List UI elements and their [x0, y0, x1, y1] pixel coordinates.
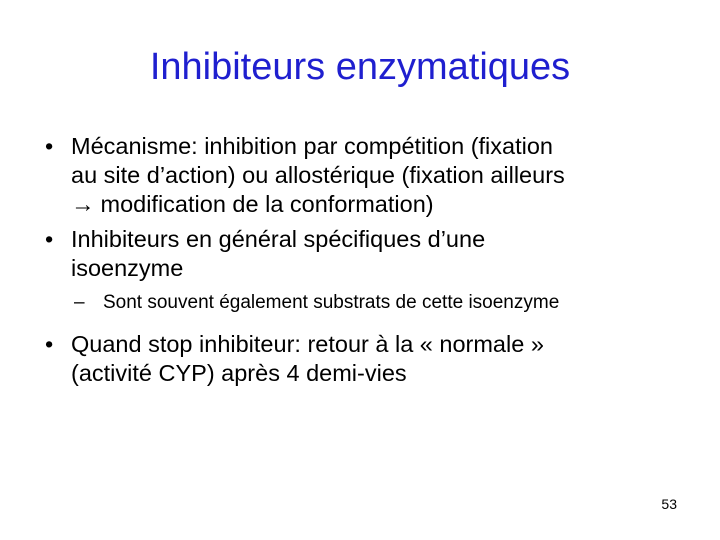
bullet-text-fragment: modification de la conformation) [100, 191, 434, 217]
sub-bullet-text: Sont souvent également substrats de cette isoenzyme [103, 292, 560, 313]
bullet-recovery [40, 330, 700, 388]
bullet-text-line: au site d’action) ou allostérique (fixation ailleurs [71, 162, 565, 188]
arrow-right-icon: → [71, 191, 95, 217]
bullet-list [40, 132, 700, 394]
slide-title: Inhibiteurs enzymatiques [149, 46, 571, 88]
sub-bullet-substrates [40, 291, 700, 315]
bullet-text-line: (activité CYP) après 4 demi-vies [71, 360, 407, 386]
bullet-text-line: isoenzyme [71, 255, 184, 281]
sub-bullet-marker: – [74, 292, 85, 313]
bullet-text-line: Quand stop inhibiteur: retour à la « normale » [71, 331, 544, 357]
bullet-marker: • [45, 331, 54, 357]
bullet-text-line [71, 190, 700, 219]
bullet-specificity [40, 225, 700, 283]
page-number: 53 [661, 496, 677, 512]
bullet-marker: • [45, 133, 54, 159]
bullet-text-line: Inhibiteurs en général spécifiques d’une [71, 226, 486, 252]
bullet-mechanism [40, 132, 700, 219]
bullet-marker: • [45, 226, 54, 252]
bullet-text-line: Mécanisme: inhibition par compétition (fixation [71, 133, 553, 159]
